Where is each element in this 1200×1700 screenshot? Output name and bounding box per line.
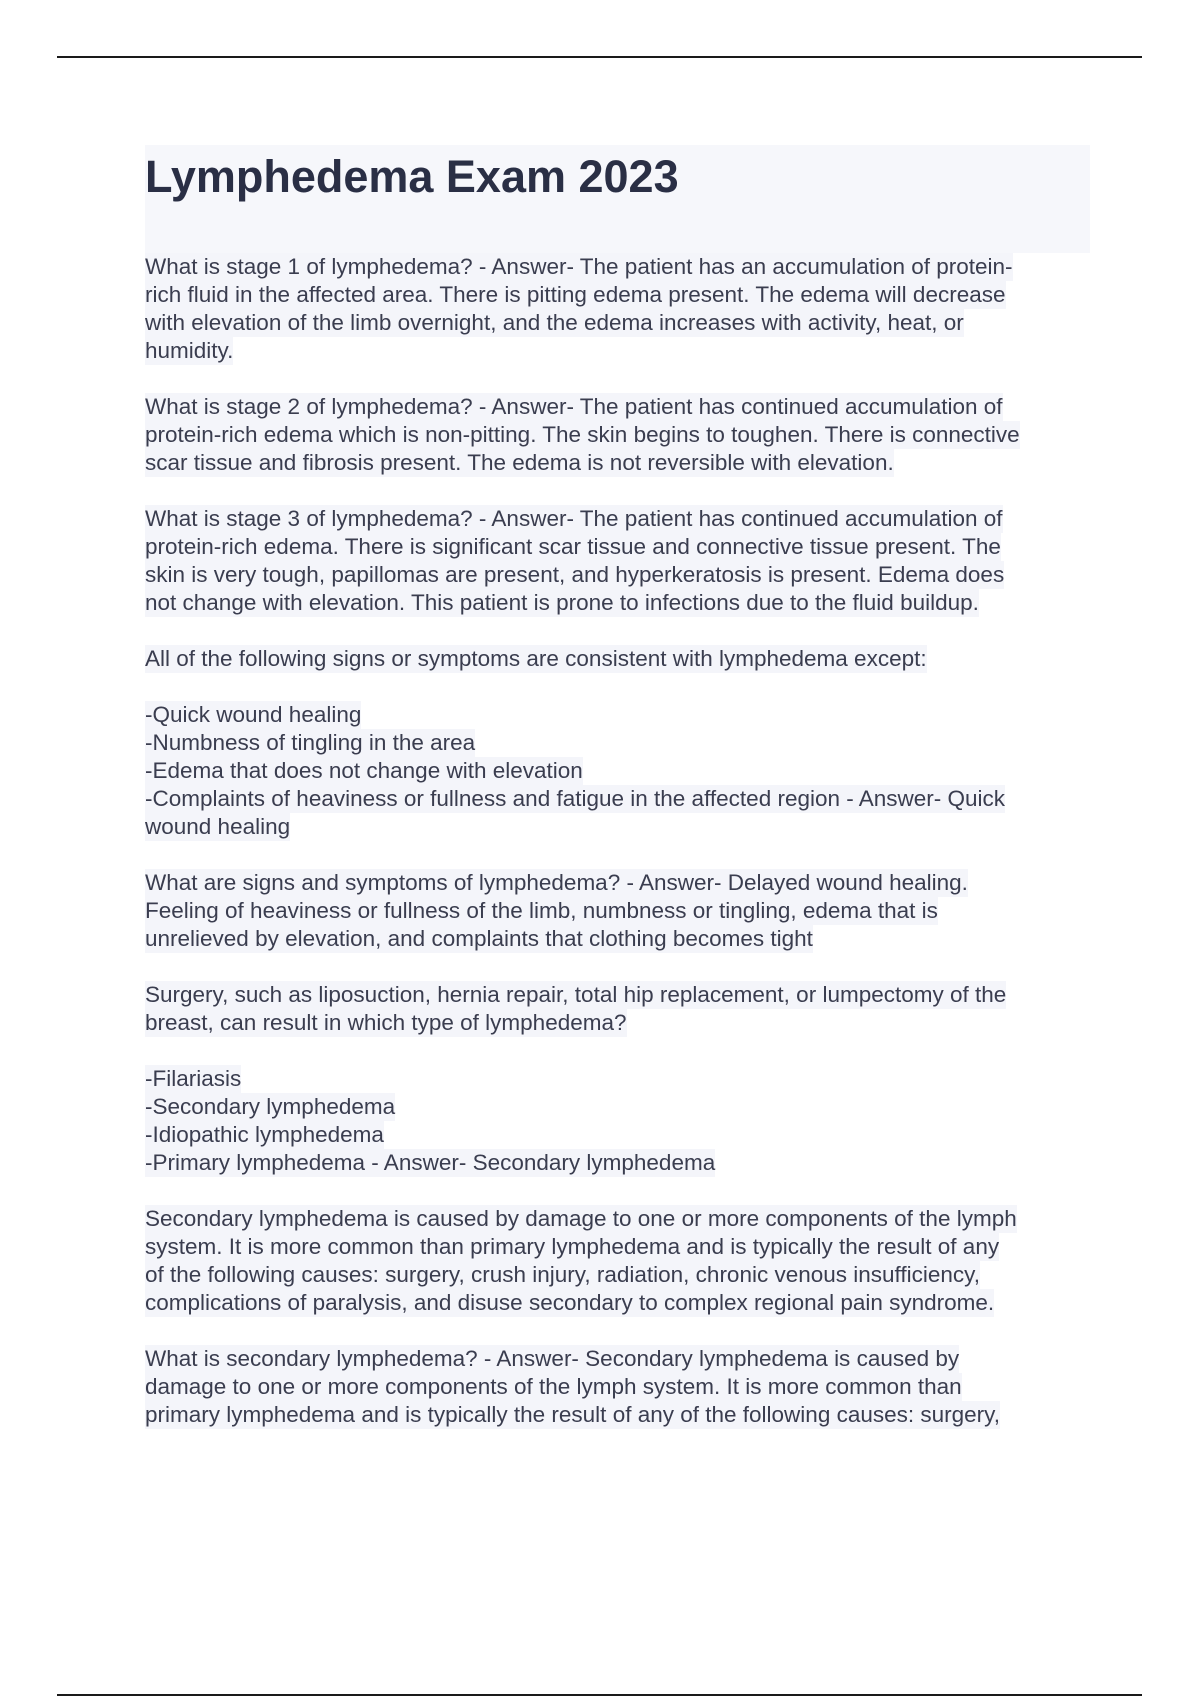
text-line: -Quick wound healing [145, 702, 362, 727]
text-line: What are signs and symptoms of lymphedema? - Answer- Delayed wound healing. [145, 870, 968, 895]
paragraph-list [145, 253, 1090, 1429]
paragraph [145, 1345, 1090, 1429]
text-line: What is stage 1 of lymphedema? - Answer- The patient has an accumulation of protein- [145, 254, 1013, 279]
title-block [145, 145, 1090, 253]
paragraph [145, 1205, 1090, 1317]
text-line: What is secondary lymphedema? - Answer- Secondary lymphedema is caused by [145, 1346, 960, 1371]
paragraph [145, 869, 1090, 953]
text-line: with elevation of the limb overnight, and the edema increases with activity, heat, or [145, 310, 964, 335]
paragraph [145, 701, 1090, 841]
document-body [145, 145, 1090, 1457]
text-line: -Complaints of heaviness or fullness and fatigue in the affected region - Answer- Quick [145, 786, 1006, 811]
text-line: system. It is more common than primary lymphedema and is typically the result of any [145, 1234, 1000, 1259]
text-line: primary lymphedema and is typically the result of any of the following causes: surgery, [145, 1402, 1000, 1427]
text-line: -Numbness of tingling in the area [145, 730, 476, 755]
paragraph [145, 393, 1090, 477]
text-line: breast, can result in which type of lymphedema? [145, 1010, 627, 1035]
text-line: of the following causes: surgery, crush injury, radiation, chronic venous insufficiency, [145, 1262, 980, 1287]
paragraph [145, 1065, 1090, 1177]
text-line: Surgery, such as liposuction, hernia repair, total hip replacement, or lumpectomy of the [145, 982, 1007, 1007]
text-line: protein-rich edema. There is significant scar tissue and connective tissue present. The [145, 534, 1001, 559]
text-line: What is stage 3 of lymphedema? - Answer- The patient has continued accumulation of [145, 506, 1003, 531]
text-line: rich fluid in the affected area. There is pitting edema present. The edema will decrease [145, 282, 1006, 307]
text-line: damage to one or more components of the lymph system. It is more common than [145, 1374, 962, 1399]
paragraph [145, 253, 1090, 365]
paragraph [145, 981, 1090, 1037]
text-line: scar tissue and fibrosis present. The edema is not reversible with elevation. [145, 450, 894, 475]
text-line: not change with elevation. This patient is prone to infections due to the fluid buildup. [145, 590, 979, 615]
text-line: protein-rich edema which is non-pitting. The skin begins to toughen. There is connective [145, 422, 1020, 447]
text-line: unrelieved by elevation, and complaints that clothing becomes tight [145, 926, 813, 951]
document-title: Lymphedema Exam 2023 [145, 151, 679, 202]
bottom-rule [57, 1694, 1142, 1696]
text-line: humidity. [145, 338, 234, 363]
text-line: Feeling of heaviness or fullness of the limb, numbness or tingling, edema that is [145, 898, 938, 923]
text-line: -Secondary lymphedema [145, 1094, 396, 1119]
text-line: Secondary lymphedema is caused by damage to one or more components of the lymph [145, 1206, 1017, 1231]
text-line: -Primary lymphedema - Answer- Secondary lymphedema [145, 1150, 716, 1175]
text-line: All of the following signs or symptoms are consistent with lymphedema except: [145, 646, 927, 671]
text-line: skin is very tough, papillomas are present, and hyperkeratosis is present. Edema does [145, 562, 1005, 587]
text-line: wound healing [145, 814, 291, 839]
text-line: -Filariasis [145, 1066, 242, 1091]
top-rule [57, 56, 1142, 58]
text-line: complications of paralysis, and disuse secondary to complex regional pain syndrome. [145, 1290, 995, 1315]
text-line: -Idiopathic lymphedema [145, 1122, 384, 1147]
text-line: -Edema that does not change with elevation [145, 758, 583, 783]
text-line: What is stage 2 of lymphedema? - Answer- The patient has continued accumulation of [145, 394, 1003, 419]
paragraph [145, 645, 1090, 673]
paragraph [145, 505, 1090, 617]
